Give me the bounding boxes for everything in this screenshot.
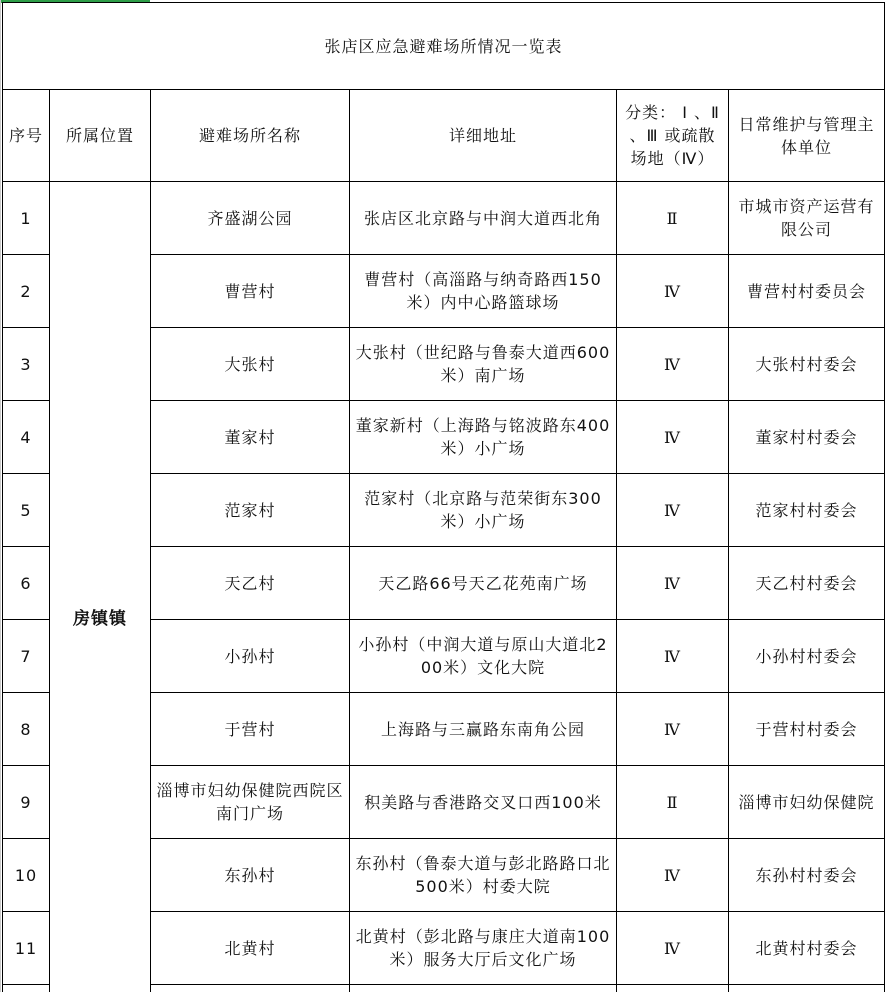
cell-address[interactable]: 张店区北京路与中润大道西北角 [350,182,617,255]
cell-category[interactable]: Ⅳ [617,839,729,912]
cell-category[interactable] [617,985,729,992]
cell-index[interactable]: 5 [3,474,50,547]
cell-shelter-name[interactable]: 大张村 [151,328,350,401]
cell-category[interactable]: Ⅳ [617,547,729,620]
cell-manager[interactable]: 淄博市妇幼保健院 [729,766,885,839]
cell-category[interactable]: Ⅱ [617,766,729,839]
cell-manager[interactable]: 范家村村委会 [729,474,885,547]
cell-shelter-name[interactable]: 董家村 [151,401,350,474]
header-row [3,90,885,182]
cell-manager[interactable]: 天乙村村委会 [729,547,885,620]
cell-shelter-name[interactable]: 淄博市妇幼保健院西院区南门广场 [151,766,350,839]
cell-index[interactable]: 2 [3,255,50,328]
cell-manager[interactable]: 董家村村委会 [729,401,885,474]
header-index[interactable]: 序号 [3,90,50,182]
header-name[interactable]: 避难场所名称 [151,90,350,182]
cell-manager[interactable]: 大张村村委会 [729,328,885,401]
cell-index[interactable]: 6 [3,547,50,620]
header-manager[interactable]: 日常维护与管理主体单位 [729,90,885,182]
cell-shelter-name[interactable]: 于营村 [151,693,350,766]
cell-index[interactable]: 4 [3,401,50,474]
cell-category[interactable]: Ⅳ [617,693,729,766]
cell-index[interactable]: 9 [3,766,50,839]
cell-address[interactable]: 天乙路66号天乙花苑南广场 [350,547,617,620]
cell-manager[interactable]: 市城市资产运营有限公司 [729,182,885,255]
cell-manager[interactable]: 于营村村委会 [729,693,885,766]
cell-category[interactable]: Ⅳ [617,255,729,328]
cell-category[interactable]: Ⅳ [617,474,729,547]
cell-address[interactable]: 积美路与香港路交叉口西100米 [350,766,617,839]
cell-address[interactable]: 大张村（世纪路与鲁泰大道西600米）南广场 [350,328,617,401]
header-category[interactable]: 分类： Ⅰ 、Ⅱ 、Ⅲ 或疏散场地（Ⅳ） [617,90,729,182]
cell-index[interactable]: 7 [3,620,50,693]
title-row [3,3,885,90]
cell-category[interactable]: Ⅳ [617,912,729,985]
cell-index[interactable]: 11 [3,912,50,985]
cell-manager[interactable]: 北黄村村委会 [729,912,885,985]
cell-shelter-name[interactable]: 小孙村 [151,620,350,693]
cell-category[interactable]: Ⅳ [617,328,729,401]
cell-shelter-name[interactable] [151,985,350,992]
table-title[interactable]: 张店区应急避难场所情况一览表 [3,3,885,90]
cell-shelter-name[interactable]: 天乙村 [151,547,350,620]
header-address[interactable]: 详细地址 [350,90,617,182]
cell-address[interactable]: 范家村（北京路与范荣街东300米）小广场 [350,474,617,547]
shelter-table [2,2,885,992]
cell-manager[interactable]: 曹营村村委员会 [729,255,885,328]
cell-manager[interactable] [729,985,885,992]
cell-address[interactable]: 曹营村（高淄路与纳奇路西150米）内中心路篮球场 [350,255,617,328]
cell-shelter-name[interactable]: 曹营村 [151,255,350,328]
cell-index[interactable]: 3 [3,328,50,401]
header-location[interactable]: 所属位置 [50,90,151,182]
cell-shelter-name[interactable]: 东孙村 [151,839,350,912]
cell-shelter-name[interactable]: 北黄村 [151,912,350,985]
cell-town[interactable]: 房镇镇 [50,182,151,992]
cell-address[interactable]: 董家新村（上海路与铭波路东400米）小广场 [350,401,617,474]
cell-index[interactable]: 1 [3,182,50,255]
cell-index[interactable]: 8 [3,693,50,766]
cell-category[interactable]: Ⅳ [617,401,729,474]
cell-category[interactable]: Ⅳ [617,620,729,693]
cell-index[interactable]: 10 [3,839,50,912]
cell-address[interactable]: 东孙村（鲁泰大道与彭北路路口北500米）村委大院 [350,839,617,912]
cell-address[interactable]: 上海路与三赢路东南角公园 [350,693,617,766]
cell-address[interactable] [350,985,617,992]
cell-address[interactable]: 北黄村（彭北路与康庄大道南100米）服务大厅后文化广场 [350,912,617,985]
cell-category[interactable]: Ⅱ [617,182,729,255]
cell-manager[interactable]: 小孙村村委会 [729,620,885,693]
table-row [3,182,885,255]
cell-manager[interactable]: 东孙村村委会 [729,839,885,912]
cell-shelter-name[interactable]: 范家村 [151,474,350,547]
cell-address[interactable]: 小孙村（中润大道与原山大道北200米）文化大院 [350,620,617,693]
cell-index[interactable] [3,985,50,992]
cell-shelter-name[interactable]: 齐盛湖公园 [151,182,350,255]
